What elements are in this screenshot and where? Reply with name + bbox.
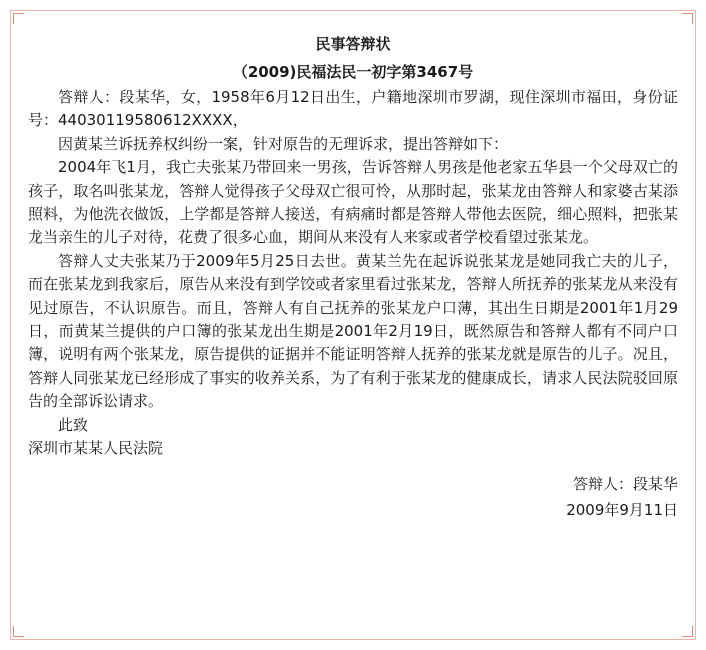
court-name: 深圳市某某人民法院 bbox=[28, 439, 164, 458]
signature-date: 2009年9月11日 bbox=[566, 500, 678, 519]
case-number: （2009)民福法民一初字第3467号 bbox=[232, 63, 474, 81]
corner-mark-bottom-left bbox=[13, 626, 24, 637]
argument-paragraph: 答辩人丈夫张某乃于2009年5月25日去世。黄某兰先在起诉说张某龙是她同我亡夫的儿子，而在张某龙到我家后，原告从来没有到学饺或者家里看过张某龙，答辩人所抚养的张某龙从来没有见过原告，不认识原告。而且，答辩人有自己抚养的张某龙户口薄，其出生日期是2001年1月29 日，而黄某兰提供的户口簿的张某龙出生期是2001年2月19日，既然原告和答辩人都有不同户口簿，说明有两个张某龙，原告提供的证据并不能证明答辩人抚养的张某龙就是原告的儿子。况且，答辩人同张某龙已经形成了事实的收养关系，为了有利于张某龙的健康成长，请求人民法院驳回原告的全部诉讼请求。 bbox=[28, 251, 678, 411]
salutation: 此致 bbox=[58, 415, 89, 434]
corner-mark-top-right bbox=[682, 13, 693, 24]
corner-mark-top-left bbox=[13, 13, 24, 24]
signer-name: 答辩人：段某华 bbox=[572, 474, 678, 493]
intro-paragraph: 因黄某兰诉抚养权纠纷一案，针对原告的无理诉求，提出答辩如下： bbox=[58, 134, 509, 153]
signature-block bbox=[28, 471, 678, 523]
background-paragraph: 2004年飞1月，我亡夫张某乃带回来一男孩，告诉答辩人男孩是他老家五华县一个父母双亡的孩子，取名叫张某龙，答辩人觉得孩子父母双亡很可怜，从那时起，张某龙由答辩人和家婆古某添照料，为他洗衣做饭，上学都是答辩人接送，有病痛时都是答辩人带他去医院，细心照料，把张某龙当亲生的儿子对待，花费了很多心血，期间从来没有人来家或者学校看望过张某龙。 bbox=[28, 158, 678, 247]
document-title: 民事答辩状 bbox=[315, 35, 391, 53]
respondent-info-paragraph: 答辩人：段某华，女，1958年6月12日出生，户籍地深圳市罗湖，现住深圳市福田，身份证号：44030119580612XXXX， bbox=[28, 88, 678, 130]
document-body bbox=[28, 30, 678, 523]
corner-mark-bottom-right bbox=[682, 626, 693, 637]
